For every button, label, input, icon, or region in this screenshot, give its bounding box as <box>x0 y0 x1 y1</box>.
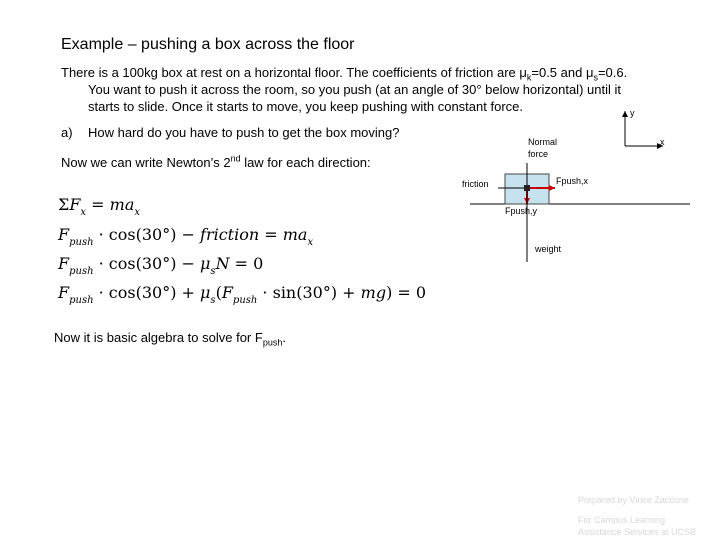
footer-prepared-by: Prepared by Vince Zaccone <box>578 495 689 505</box>
equation-4-part: F <box>221 283 233 302</box>
footer-credit <box>578 514 696 538</box>
equation-3-part: = 0 <box>229 254 264 273</box>
algebra-note <box>54 330 286 346</box>
equation-3-part: μ <box>200 254 211 273</box>
equation-2-part: push <box>69 237 94 248</box>
weight-label: weight <box>535 244 562 254</box>
fpush-x-label: Fpush,x <box>556 176 589 186</box>
force-diagram <box>455 100 705 270</box>
equation-4-part: · sin(30°) + <box>257 283 361 302</box>
equation-2 <box>57 225 313 248</box>
equation-1-part: x <box>80 207 87 218</box>
equation-3-part: · cos(30°) − <box>93 254 201 273</box>
algebra-text-b: . <box>282 330 286 345</box>
equation-4-part: ( <box>215 283 222 302</box>
problem-line-1-a: There is a 100kg box at rest on a horizontal floor. The coefficients of friction are μ <box>61 65 527 80</box>
equation-4-part: F <box>58 283 70 302</box>
equation-2-part: F <box>58 225 70 244</box>
box-center-dot <box>524 185 530 191</box>
newton-superscript: nd <box>230 153 241 164</box>
newton-text-b: law for each direction: <box>240 155 371 170</box>
problem-line-3: starts to slide. Once it starts to move, you keep pushing with constant force. <box>88 99 523 114</box>
problem-line-1 <box>61 65 627 81</box>
problem-line-1-b: =0.5 and μ <box>531 65 594 80</box>
equation-2-part: · cos(30°) − <box>93 225 201 244</box>
equation-4-part: · cos(30°) + <box>93 283 201 302</box>
equation-3-part: F <box>58 254 70 273</box>
mu-k-subscript: k <box>526 72 532 83</box>
equation-4-part: push <box>232 295 258 306</box>
algebra-subscript: push <box>262 337 283 348</box>
equation-4-part: μ <box>200 283 211 302</box>
footer-credit-line-1: For Campus Learning <box>578 515 666 525</box>
equation-4-part: mg <box>360 283 387 302</box>
normal-force-label-1: Normal <box>528 137 558 147</box>
equation-3 <box>57 254 263 277</box>
problem-line-2: You want to push it across the room, so you push (at an angle of 30° below horizontal) until it <box>88 82 621 97</box>
equation-4 <box>57 283 426 306</box>
friction-label: friction <box>462 179 489 189</box>
mu-s-subscript: s <box>593 72 598 83</box>
equation-1-part: = <box>86 195 110 214</box>
newton-intro <box>61 155 371 171</box>
equation-4-part: s <box>210 295 216 306</box>
equation-4-part: ) = 0 <box>386 283 427 302</box>
equation-3-part: N <box>215 254 230 273</box>
fpush-y-label: Fpush,y <box>505 206 538 216</box>
problem-line-1-c: =0.6. <box>597 65 628 80</box>
equation-3-part: s <box>210 266 216 277</box>
x-axis-label: x <box>660 137 665 147</box>
equation-2-part: friction <box>200 225 260 244</box>
question-a-text: How hard do you have to push to get the box moving? <box>88 125 400 140</box>
equation-4-part: push <box>69 295 94 306</box>
y-axis-label: y <box>630 108 635 118</box>
question-a-marker: a) <box>61 125 73 140</box>
equation-1-part: Σ <box>58 195 70 214</box>
equation-2-part: ma <box>282 225 308 244</box>
equation-1 <box>58 195 140 218</box>
equations-block <box>52 188 452 308</box>
page-title: Example – pushing a box across the floor <box>61 36 355 53</box>
equation-2-part: = <box>259 225 283 244</box>
newton-text-a: Now we can write Newton’s 2 <box>61 155 231 170</box>
equation-2-part: x <box>307 237 314 248</box>
equation-1-part: x <box>134 207 140 218</box>
equation-1-part: ma <box>109 195 135 214</box>
equation-1-part: F <box>69 195 81 214</box>
algebra-text-a: Now it is basic algebra to solve for F <box>54 330 263 345</box>
footer-credit-line-2: Assistance Services at UCSB <box>578 527 697 537</box>
equation-3-part: push <box>69 266 94 277</box>
normal-force-label-2: force <box>528 149 549 159</box>
